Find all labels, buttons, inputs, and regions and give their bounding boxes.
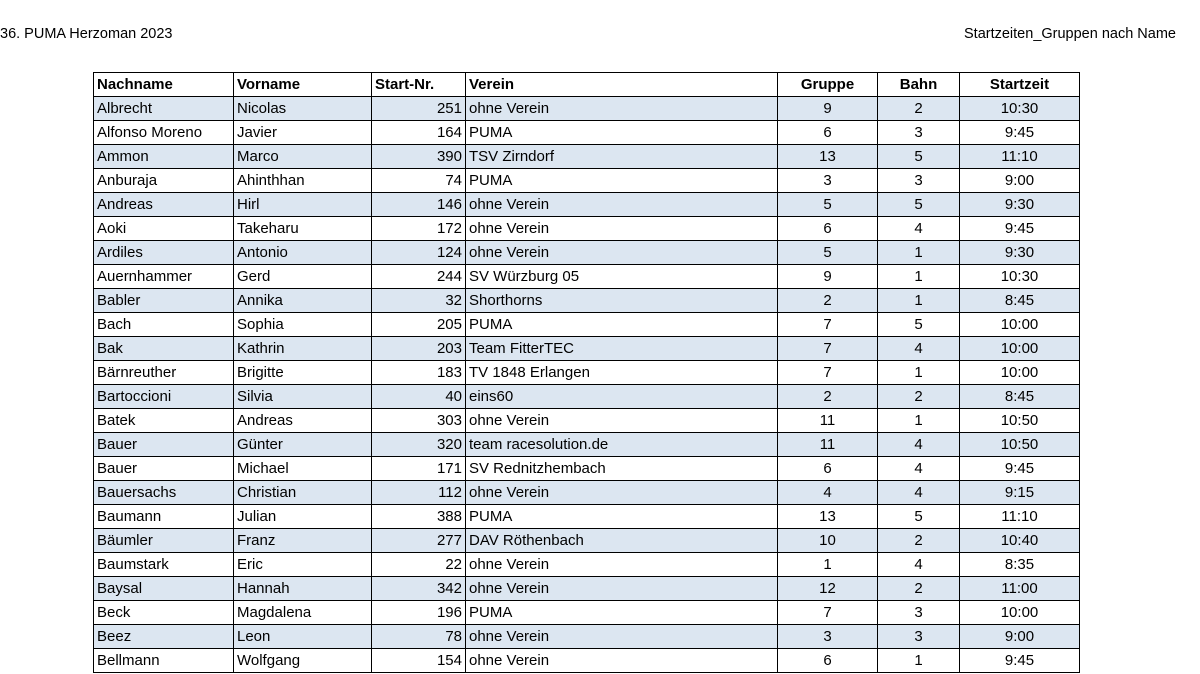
cell-gruppe: 11 bbox=[778, 409, 878, 433]
cell-bahn: 1 bbox=[878, 265, 960, 289]
cell-nachname: Baysal bbox=[94, 577, 234, 601]
cell-start-nr: 320 bbox=[372, 433, 466, 457]
cell-start-nr: 74 bbox=[372, 169, 466, 193]
cell-gruppe: 9 bbox=[778, 265, 878, 289]
cell-gruppe: 6 bbox=[778, 649, 878, 673]
cell-startzeit: 9:00 bbox=[960, 625, 1080, 649]
cell-startzeit: 9:30 bbox=[960, 193, 1080, 217]
cell-vorname: Nicolas bbox=[234, 97, 372, 121]
cell-vorname: Günter bbox=[234, 433, 372, 457]
cell-bahn: 1 bbox=[878, 289, 960, 313]
cell-verein: ohne Verein bbox=[466, 409, 778, 433]
table-row bbox=[94, 529, 1080, 553]
cell-startzeit: 9:15 bbox=[960, 481, 1080, 505]
cell-bahn: 2 bbox=[878, 385, 960, 409]
cell-nachname: Beez bbox=[94, 625, 234, 649]
cell-nachname: Baumstark bbox=[94, 553, 234, 577]
cell-start-nr: 164 bbox=[372, 121, 466, 145]
cell-vorname: Franz bbox=[234, 529, 372, 553]
cell-start-nr: 277 bbox=[372, 529, 466, 553]
cell-verein: DAV Röthenbach bbox=[466, 529, 778, 553]
cell-start-nr: 40 bbox=[372, 385, 466, 409]
cell-bahn: 1 bbox=[878, 361, 960, 385]
cell-bahn: 2 bbox=[878, 97, 960, 121]
cell-verein: PUMA bbox=[466, 601, 778, 625]
table-row bbox=[94, 505, 1080, 529]
start-list-table bbox=[93, 72, 1080, 673]
cell-start-nr: 172 bbox=[372, 217, 466, 241]
cell-verein: Shorthorns bbox=[466, 289, 778, 313]
cell-nachname: Auernhammer bbox=[94, 265, 234, 289]
cell-startzeit: 9:45 bbox=[960, 649, 1080, 673]
cell-vorname: Hirl bbox=[234, 193, 372, 217]
cell-verein: ohne Verein bbox=[466, 241, 778, 265]
cell-nachname: Bauer bbox=[94, 457, 234, 481]
cell-verein: TSV Zirndorf bbox=[466, 145, 778, 169]
cell-start-nr: 203 bbox=[372, 337, 466, 361]
cell-vorname: Brigitte bbox=[234, 361, 372, 385]
cell-nachname: Ardiles bbox=[94, 241, 234, 265]
cell-nachname: Bak bbox=[94, 337, 234, 361]
cell-startzeit: 11:10 bbox=[960, 505, 1080, 529]
cell-verein: SV Würzburg 05 bbox=[466, 265, 778, 289]
table-row bbox=[94, 481, 1080, 505]
cell-startzeit: 10:50 bbox=[960, 433, 1080, 457]
cell-nachname: Aoki bbox=[94, 217, 234, 241]
cell-startzeit: 10:00 bbox=[960, 337, 1080, 361]
cell-gruppe: 5 bbox=[778, 241, 878, 265]
table-row bbox=[94, 241, 1080, 265]
cell-gruppe: 7 bbox=[778, 313, 878, 337]
cell-gruppe: 7 bbox=[778, 337, 878, 361]
cell-verein: eins60 bbox=[466, 385, 778, 409]
cell-gruppe: 9 bbox=[778, 97, 878, 121]
cell-start-nr: 32 bbox=[372, 289, 466, 313]
cell-vorname: Kathrin bbox=[234, 337, 372, 361]
cell-gruppe: 10 bbox=[778, 529, 878, 553]
cell-vorname: Christian bbox=[234, 481, 372, 505]
cell-verein: PUMA bbox=[466, 505, 778, 529]
cell-start-nr: 112 bbox=[372, 481, 466, 505]
table-row bbox=[94, 385, 1080, 409]
cell-startzeit: 10:00 bbox=[960, 601, 1080, 625]
cell-gruppe: 11 bbox=[778, 433, 878, 457]
cell-startzeit: 10:00 bbox=[960, 361, 1080, 385]
cell-start-nr: 205 bbox=[372, 313, 466, 337]
cell-gruppe: 2 bbox=[778, 289, 878, 313]
table-row bbox=[94, 601, 1080, 625]
cell-gruppe: 1 bbox=[778, 553, 878, 577]
cell-gruppe: 13 bbox=[778, 505, 878, 529]
cell-gruppe: 13 bbox=[778, 145, 878, 169]
cell-verein: ohne Verein bbox=[466, 649, 778, 673]
cell-startzeit: 10:30 bbox=[960, 97, 1080, 121]
cell-vorname: Antonio bbox=[234, 241, 372, 265]
table-row bbox=[94, 169, 1080, 193]
cell-startzeit: 10:00 bbox=[960, 313, 1080, 337]
col-header-start-nr: Start-Nr. bbox=[372, 73, 466, 97]
cell-vorname: Ahinthhan bbox=[234, 169, 372, 193]
cell-startzeit: 8:45 bbox=[960, 289, 1080, 313]
table-row bbox=[94, 649, 1080, 673]
cell-start-nr: 303 bbox=[372, 409, 466, 433]
cell-start-nr: 251 bbox=[372, 97, 466, 121]
cell-gruppe: 6 bbox=[778, 121, 878, 145]
cell-vorname: Leon bbox=[234, 625, 372, 649]
col-header-verein: Verein bbox=[466, 73, 778, 97]
cell-gruppe: 6 bbox=[778, 217, 878, 241]
cell-verein: SV Rednitzhembach bbox=[466, 457, 778, 481]
cell-startzeit: 10:50 bbox=[960, 409, 1080, 433]
cell-start-nr: 390 bbox=[372, 145, 466, 169]
cell-vorname: Andreas bbox=[234, 409, 372, 433]
cell-verein: ohne Verein bbox=[466, 97, 778, 121]
table-header-row bbox=[94, 73, 1080, 97]
cell-startzeit: 9:45 bbox=[960, 121, 1080, 145]
cell-startzeit: 9:45 bbox=[960, 217, 1080, 241]
cell-vorname: Sophia bbox=[234, 313, 372, 337]
cell-start-nr: 388 bbox=[372, 505, 466, 529]
cell-nachname: Bach bbox=[94, 313, 234, 337]
cell-nachname: Bauer bbox=[94, 433, 234, 457]
document-title: 36. PUMA Herzoman 2023 bbox=[0, 26, 173, 42]
cell-verein: PUMA bbox=[466, 169, 778, 193]
cell-nachname: Albrecht bbox=[94, 97, 234, 121]
cell-startzeit: 8:35 bbox=[960, 553, 1080, 577]
cell-bahn: 1 bbox=[878, 409, 960, 433]
cell-verein: ohne Verein bbox=[466, 553, 778, 577]
document-subtitle: Startzeiten_Gruppen nach Name bbox=[964, 26, 1176, 42]
cell-nachname: Batek bbox=[94, 409, 234, 433]
cell-start-nr: 146 bbox=[372, 193, 466, 217]
cell-vorname: Takeharu bbox=[234, 217, 372, 241]
cell-startzeit: 9:00 bbox=[960, 169, 1080, 193]
cell-vorname: Wolfgang bbox=[234, 649, 372, 673]
cell-nachname: Bauersachs bbox=[94, 481, 234, 505]
cell-bahn: 2 bbox=[878, 529, 960, 553]
cell-vorname: Annika bbox=[234, 289, 372, 313]
cell-gruppe: 3 bbox=[778, 169, 878, 193]
cell-verein: PUMA bbox=[466, 313, 778, 337]
cell-nachname: Baumann bbox=[94, 505, 234, 529]
cell-bahn: 3 bbox=[878, 625, 960, 649]
cell-bahn: 5 bbox=[878, 313, 960, 337]
cell-vorname: Michael bbox=[234, 457, 372, 481]
cell-verein: PUMA bbox=[466, 121, 778, 145]
cell-gruppe: 5 bbox=[778, 193, 878, 217]
cell-nachname: Andreas bbox=[94, 193, 234, 217]
table-row bbox=[94, 217, 1080, 241]
table-row bbox=[94, 361, 1080, 385]
cell-start-nr: 244 bbox=[372, 265, 466, 289]
cell-verein: ohne Verein bbox=[466, 193, 778, 217]
table-row bbox=[94, 121, 1080, 145]
cell-start-nr: 342 bbox=[372, 577, 466, 601]
cell-vorname: Gerd bbox=[234, 265, 372, 289]
cell-startzeit: 11:10 bbox=[960, 145, 1080, 169]
cell-nachname: Beck bbox=[94, 601, 234, 625]
cell-bahn: 5 bbox=[878, 145, 960, 169]
cell-gruppe: 6 bbox=[778, 457, 878, 481]
cell-start-nr: 171 bbox=[372, 457, 466, 481]
cell-bahn: 3 bbox=[878, 169, 960, 193]
cell-start-nr: 78 bbox=[372, 625, 466, 649]
cell-startzeit: 9:45 bbox=[960, 457, 1080, 481]
table-row bbox=[94, 553, 1080, 577]
cell-gruppe: 3 bbox=[778, 625, 878, 649]
table-row bbox=[94, 193, 1080, 217]
cell-bahn: 5 bbox=[878, 193, 960, 217]
cell-nachname: Bärnreuther bbox=[94, 361, 234, 385]
table-row bbox=[94, 337, 1080, 361]
cell-start-nr: 154 bbox=[372, 649, 466, 673]
cell-bahn: 3 bbox=[878, 601, 960, 625]
cell-bahn: 4 bbox=[878, 433, 960, 457]
table-row bbox=[94, 97, 1080, 121]
cell-gruppe: 7 bbox=[778, 601, 878, 625]
table-row bbox=[94, 433, 1080, 457]
table-row bbox=[94, 577, 1080, 601]
col-header-startzeit: Startzeit bbox=[960, 73, 1080, 97]
col-header-gruppe: Gruppe bbox=[778, 73, 878, 97]
cell-startzeit: 8:45 bbox=[960, 385, 1080, 409]
cell-verein: ohne Verein bbox=[466, 481, 778, 505]
cell-start-nr: 183 bbox=[372, 361, 466, 385]
cell-startzeit: 10:30 bbox=[960, 265, 1080, 289]
cell-gruppe: 12 bbox=[778, 577, 878, 601]
cell-nachname: Bäumler bbox=[94, 529, 234, 553]
cell-bahn: 4 bbox=[878, 553, 960, 577]
cell-vorname: Javier bbox=[234, 121, 372, 145]
cell-start-nr: 22 bbox=[372, 553, 466, 577]
table-row bbox=[94, 313, 1080, 337]
cell-vorname: Magdalena bbox=[234, 601, 372, 625]
cell-startzeit: 9:30 bbox=[960, 241, 1080, 265]
col-header-nachname: Nachname bbox=[94, 73, 234, 97]
table-row bbox=[94, 457, 1080, 481]
table-row bbox=[94, 625, 1080, 649]
cell-bahn: 1 bbox=[878, 649, 960, 673]
cell-bahn: 4 bbox=[878, 481, 960, 505]
cell-vorname: Marco bbox=[234, 145, 372, 169]
cell-verein: ohne Verein bbox=[466, 577, 778, 601]
cell-verein: ohne Verein bbox=[466, 625, 778, 649]
cell-nachname: Anburaja bbox=[94, 169, 234, 193]
cell-bahn: 4 bbox=[878, 457, 960, 481]
table-row bbox=[94, 289, 1080, 313]
cell-start-nr: 124 bbox=[372, 241, 466, 265]
cell-gruppe: 2 bbox=[778, 385, 878, 409]
cell-gruppe: 7 bbox=[778, 361, 878, 385]
col-header-bahn: Bahn bbox=[878, 73, 960, 97]
cell-nachname: Alfonso Moreno bbox=[94, 121, 234, 145]
cell-bahn: 4 bbox=[878, 217, 960, 241]
cell-nachname: Ammon bbox=[94, 145, 234, 169]
cell-bahn: 3 bbox=[878, 121, 960, 145]
cell-vorname: Hannah bbox=[234, 577, 372, 601]
cell-vorname: Silvia bbox=[234, 385, 372, 409]
cell-bahn: 2 bbox=[878, 577, 960, 601]
cell-verein: Team FitterTEC bbox=[466, 337, 778, 361]
cell-nachname: Bellmann bbox=[94, 649, 234, 673]
cell-verein: team racesolution.de bbox=[466, 433, 778, 457]
cell-nachname: Babler bbox=[94, 289, 234, 313]
cell-bahn: 4 bbox=[878, 337, 960, 361]
table-row bbox=[94, 145, 1080, 169]
cell-startzeit: 11:00 bbox=[960, 577, 1080, 601]
cell-verein: TV 1848 Erlangen bbox=[466, 361, 778, 385]
col-header-vorname: Vorname bbox=[234, 73, 372, 97]
table-row bbox=[94, 409, 1080, 433]
cell-nachname: Bartoccioni bbox=[94, 385, 234, 409]
cell-startzeit: 10:40 bbox=[960, 529, 1080, 553]
table-row bbox=[94, 265, 1080, 289]
cell-verein: ohne Verein bbox=[466, 217, 778, 241]
cell-bahn: 5 bbox=[878, 505, 960, 529]
cell-vorname: Eric bbox=[234, 553, 372, 577]
cell-gruppe: 4 bbox=[778, 481, 878, 505]
cell-start-nr: 196 bbox=[372, 601, 466, 625]
cell-vorname: Julian bbox=[234, 505, 372, 529]
cell-bahn: 1 bbox=[878, 241, 960, 265]
